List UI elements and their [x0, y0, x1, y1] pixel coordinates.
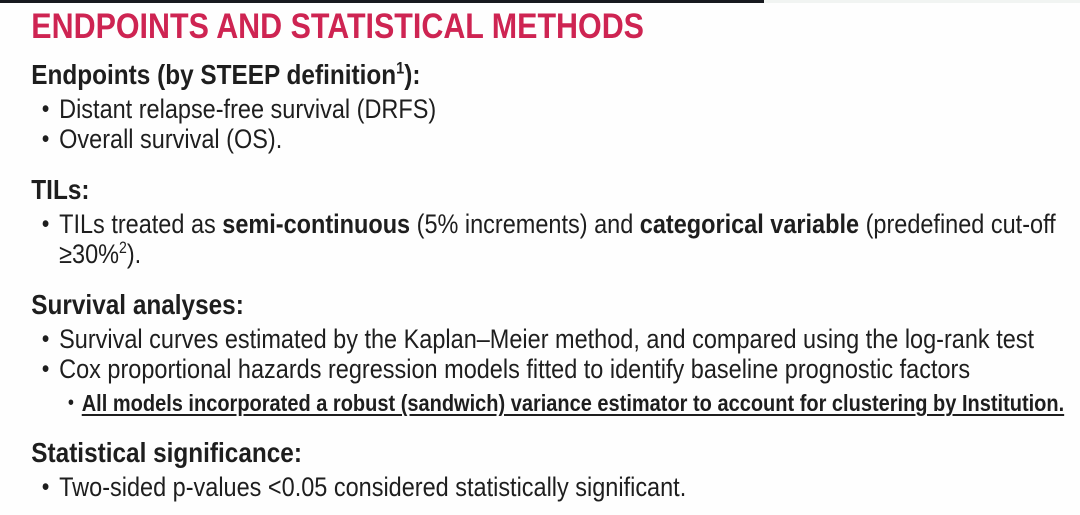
bullet-icon: • [41, 95, 50, 123]
section-heading: Survival analyses: [31, 289, 244, 320]
bullet-item [42, 324, 1059, 354]
bullet-icon: • [41, 210, 50, 238]
bullet-icon: • [41, 355, 50, 383]
bullet-item [42, 94, 1059, 124]
bullet-icon: • [41, 473, 50, 501]
section-tils [31, 175, 1059, 269]
sub-bullet-item [67, 389, 1065, 417]
section-heading: TILs: [31, 174, 90, 205]
bullet-list [31, 324, 1065, 417]
bullet-text: Two-sided p-values <0.05 considered statistically significant. [59, 472, 687, 502]
bullet-item [42, 209, 1059, 269]
bullet-list [31, 209, 1059, 269]
bullet-list [31, 94, 1059, 154]
slide-title: ENDPOINTS AND STATISTICAL METHODS [31, 7, 644, 46]
section-statistical-significance [31, 438, 1059, 502]
section-heading: Endpoints (by STEEP definition$^1$): [31, 58, 421, 90]
bullet-text: TILs treated as semi-continuous (5% increments) and categorical variable (predefined cut-off ≥30%$^2$). [59, 209, 1056, 269]
sub-bullet-text: All models incorporated a robust (sandwich) variance estimator to account for clustering by Institution. [81, 390, 1065, 416]
bullet-item [42, 472, 1059, 502]
bullet-icon: • [41, 325, 50, 353]
bullet-item [42, 124, 1059, 154]
bullet-text: Survival curves estimated by the Kaplan–Meier method, and compared using the log-rank test [59, 324, 1035, 354]
section-endpoints [31, 60, 1059, 154]
bullet-text: Distant relapse-free survival (DRFS) [59, 94, 437, 124]
bullet-icon: • [41, 125, 50, 153]
bullet-item [42, 354, 1059, 384]
bullet-icon: • [67, 392, 74, 414]
section-heading: Statistical significance: [31, 437, 302, 468]
section-survival-analyses [31, 289, 1065, 417]
bullet-text: Cox proportional hazards regression models fitted to identify baseline prognostic factors [59, 354, 971, 384]
bullet-list [31, 472, 1059, 502]
bullet-text: Overall survival (OS). [59, 124, 283, 154]
